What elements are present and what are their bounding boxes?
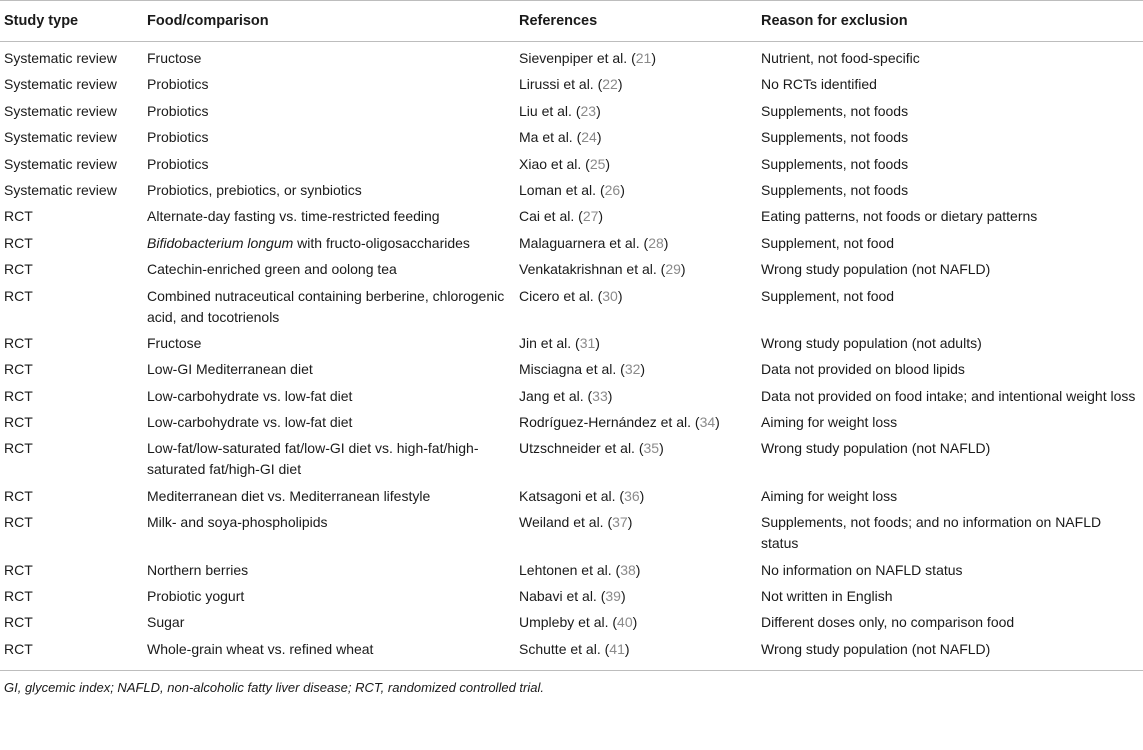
reference-author: Xiao et al.: [519, 155, 582, 172]
reference-author: Misciagna et al.: [519, 361, 617, 378]
cell-study-type: Systematic review: [4, 50, 117, 66]
cell-reason: Supplements, not foods; and no information on NAFLD status: [761, 514, 1102, 552]
reference-number-link[interactable]: 27: [582, 208, 599, 225]
cell-food-comparison: [147, 42, 515, 75]
reference-author: Venkatakrishnan et al.: [519, 261, 657, 278]
cell-reference: Utzschneider et al. (35): [519, 440, 664, 457]
cell-study-type: RCT: [4, 614, 33, 631]
header-food-comparison: Food/comparison: [147, 1, 515, 42]
reference-number-link[interactable]: 40: [617, 614, 633, 631]
header-study-type: Study type: [0, 1, 147, 42]
food-text: Combined nutraceutical containing berberine, chlorogenic acid, and tocotrienols: [147, 287, 505, 325]
reference-author: Sievenpiper et al.: [519, 50, 628, 66]
cell-reason: Supplement, not food: [761, 287, 895, 304]
table-row: [0, 42, 1143, 75]
table-row: [0, 359, 1143, 385]
reference-number-link[interactable]: 30: [602, 287, 618, 304]
cell-reference: Nabavi et al. (39): [519, 588, 626, 605]
cell-food-comparison: [147, 438, 515, 485]
header-reason: Reason for exclusion: [757, 1, 1143, 42]
food-text: Milk- and soya-phospholipids: [147, 514, 328, 531]
reference-number-link[interactable]: 33: [592, 387, 608, 404]
reference-number-link[interactable]: 25: [589, 155, 606, 172]
cell-reason: Wrong study population (not NAFLD): [757, 639, 1143, 671]
table-row: [0, 259, 1143, 285]
cell-reason: Supplements, not foods: [761, 129, 909, 146]
reference-author: Lirussi et al.: [519, 76, 594, 93]
food-text: Mediterranean diet vs. Mediterranean lifestyle: [147, 487, 431, 504]
cell-study-type: RCT: [4, 261, 33, 278]
header-row: [0, 1, 1143, 42]
cell-reason: Wrong study population (not adults): [761, 334, 982, 351]
reference-author: Jin et al.: [519, 334, 572, 351]
cell-reason: No information on NAFLD status: [761, 561, 963, 578]
reference-author: Malaguarnera et al.: [519, 234, 640, 251]
table-row: [0, 412, 1143, 438]
cell-reason: No RCTs identified: [761, 76, 877, 93]
table-body: [0, 42, 1143, 671]
cell-study-type: RCT: [4, 361, 33, 378]
cell-food-comparison: [147, 359, 515, 385]
table-row: [0, 586, 1143, 612]
cell-food-comparison: [147, 612, 515, 638]
table-row: [0, 612, 1143, 638]
reference-number-link[interactable]: 22: [602, 76, 618, 93]
cell-food-comparison: [147, 586, 515, 612]
reference-author: Schutte et al.: [519, 640, 601, 657]
cell-reference: Katsagoni et al. (36): [519, 487, 645, 504]
reference-number-link[interactable]: 28: [648, 234, 664, 251]
table-row: [0, 154, 1143, 180]
cell-study-type: RCT: [4, 514, 33, 531]
cell-food-comparison: [147, 333, 515, 359]
table-row: [0, 206, 1143, 232]
cell-study-type: RCT: [4, 414, 33, 431]
cell-reference: Loman et al. (26): [519, 181, 625, 198]
cell-reason: Wrong study population (not NAFLD): [761, 261, 991, 278]
cell-reference: Cicero et al. (30): [519, 287, 623, 304]
cell-reference: Jin et al. (31): [519, 334, 600, 351]
reference-number-link[interactable]: 24: [581, 129, 597, 146]
cell-reference: Schutte et al. (41): [515, 639, 757, 671]
cell-reference: Misciagna et al. (32): [519, 361, 646, 378]
cell-food-comparison: [147, 180, 515, 206]
cell-reason: Aiming for weight loss: [761, 487, 898, 504]
reference-author: Cicero et al.: [519, 287, 594, 304]
food-text: Low-GI Mediterranean diet: [147, 361, 313, 378]
reference-number-link[interactable]: 41: [609, 640, 625, 657]
table-row: [0, 286, 1143, 333]
cell-study-type: RCT: [4, 588, 33, 605]
food-text: Fructose: [147, 334, 202, 351]
cell-reference: Umpleby et al. (40): [519, 614, 638, 631]
reference-number-link[interactable]: 34: [699, 414, 716, 431]
cell-reference: Ma et al. (24): [519, 129, 602, 146]
cell-reason: Supplements, not foods: [761, 181, 909, 198]
cell-reference: Cai et al. (27): [519, 208, 604, 225]
food-text: Whole-grain wheat vs. refined wheat: [147, 640, 374, 657]
cell-food-comparison: [147, 639, 515, 671]
cell-study-type: Systematic review: [4, 102, 117, 119]
food-text: Sugar: [147, 614, 185, 631]
table-footnote: GI, glycemic index; NAFLD, non-alcoholic fatty liver disease; RCT, randomized controlled trial.: [4, 679, 544, 695]
food-text: Low-fat/low-saturated fat/low-GI diet vs. high-fat/high-saturated fat/high-GI diet: [147, 440, 479, 478]
reference-number-link[interactable]: 31: [579, 334, 596, 351]
food-text: Alternate-day fasting vs. time-restricted feeding: [147, 208, 440, 225]
cell-reference: Lirussi et al. (22): [519, 76, 623, 93]
table-header: [0, 1, 1143, 42]
table-row: [0, 386, 1143, 412]
food-text: Probiotics: [147, 155, 209, 172]
table-row: [0, 639, 1143, 671]
cell-reason: Data not provided on blood lipids: [761, 361, 965, 378]
reference-author: Jang et al.: [519, 387, 584, 404]
food-text: Probiotics: [147, 76, 209, 93]
cell-food-comparison: [147, 486, 515, 512]
reference-author: Umpleby et al.: [519, 614, 609, 631]
food-text: Northern berries: [147, 561, 249, 578]
cell-food-comparison: [147, 386, 515, 412]
cell-reason: Aiming for weight loss: [761, 414, 898, 431]
cell-study-type: Systematic review: [4, 181, 117, 198]
food-text: Probiotics, prebiotics, or synbiotics: [147, 181, 362, 198]
reference-author: Liu et al.: [519, 102, 572, 119]
reference-author: Cai et al.: [519, 208, 575, 225]
food-text: Catechin-enriched green and oolong tea: [147, 261, 397, 278]
cell-study-type: RCT: [4, 234, 33, 251]
reference-number-link[interactable]: 23: [580, 102, 597, 119]
food-text: Low-carbohydrate vs. low-fat diet: [147, 414, 353, 431]
reference-number-link[interactable]: 38: [620, 561, 636, 578]
reference-number-link[interactable]: 37: [612, 514, 628, 531]
cell-food-comparison: [147, 286, 515, 333]
cell-study-type: RCT: [0, 639, 147, 671]
cell-reference: Venkatakrishnan et al. (29): [519, 261, 686, 278]
reference-number-link[interactable]: 36: [624, 487, 640, 504]
table-row: [0, 438, 1143, 485]
reference-number-link[interactable]: 35: [643, 440, 660, 457]
reference-number-link[interactable]: 21: [635, 50, 652, 66]
cell-study-type: Systematic review: [4, 76, 117, 93]
food-italic-term: Bifidobacterium longum: [147, 234, 294, 251]
table-row: [0, 560, 1143, 586]
reference-author: Loman et al.: [519, 181, 597, 198]
reference-number-link[interactable]: 32: [624, 361, 641, 378]
food-text: with fructo-oligosaccharides: [293, 234, 470, 251]
table-row: [0, 233, 1143, 259]
food-text: Probiotic yogurt: [147, 588, 245, 605]
cell-reason: Supplements, not foods: [761, 155, 909, 172]
cell-reason: Nutrient, not food-specific: [761, 50, 920, 66]
reference-author: Weiland et al.: [519, 514, 604, 531]
cell-reference: Xiao et al. (25): [519, 155, 611, 172]
table-row: [0, 127, 1143, 153]
cell-reference: Rodríguez-Hernández et al. (34): [519, 414, 720, 431]
reference-author: Rodríguez-Hernández et al.: [519, 414, 691, 431]
cell-reference: Liu et al. (23): [519, 102, 601, 119]
cell-food-comparison: [147, 206, 515, 232]
cell-study-type: Systematic review: [4, 129, 117, 146]
cell-food-comparison: [147, 233, 515, 259]
cell-food-comparison: [147, 101, 515, 127]
reference-number-link[interactable]: 26: [604, 181, 621, 198]
reference-author: Katsagoni et al.: [519, 487, 616, 504]
cell-reference: Sievenpiper et al. (21): [519, 50, 656, 66]
cell-reference: Malaguarnera et al. (28): [519, 234, 669, 251]
cell-study-type: RCT: [4, 287, 33, 304]
food-text: Low-carbohydrate vs. low-fat diet: [147, 387, 353, 404]
cell-reason: Supplement, not food: [761, 234, 895, 251]
table-row: [0, 180, 1143, 206]
cell-reason: Data not provided on food intake; and intentional weight loss: [761, 387, 1136, 404]
table-row: [0, 512, 1143, 559]
table-row: [0, 486, 1143, 512]
cell-study-type: RCT: [4, 440, 33, 457]
cell-food-comparison: [147, 560, 515, 586]
cell-reason: Eating patterns, not foods or dietary patterns: [761, 208, 1038, 225]
cell-study-type: Systematic review: [4, 155, 117, 172]
reference-number-link[interactable]: 29: [665, 261, 681, 278]
food-text: Probiotics: [147, 129, 209, 146]
cell-food-comparison: [147, 74, 515, 100]
cell-food-comparison: [147, 412, 515, 438]
food-text: Probiotics: [147, 102, 209, 119]
cell-food-comparison: [147, 127, 515, 153]
reference-author: Ma et al.: [519, 129, 573, 146]
table-row: [0, 101, 1143, 127]
food-text: Fructose: [147, 50, 202, 66]
reference-number-link[interactable]: 39: [605, 588, 621, 605]
cell-food-comparison: [147, 512, 515, 559]
cell-study-type: RCT: [4, 387, 33, 404]
reference-author: Nabavi et al.: [519, 588, 597, 605]
cell-reference: Jang et al. (33): [519, 387, 613, 404]
cell-reason: Supplements, not foods: [761, 102, 909, 119]
cell-reason: Wrong study population (not NAFLD): [761, 440, 991, 457]
cell-reference: Lehtonen et al. (38): [519, 561, 641, 578]
cell-reason: Not written in English: [761, 588, 893, 605]
cell-reason: Different doses only, no comparison food: [761, 614, 1015, 631]
cell-study-type: RCT: [4, 487, 33, 504]
header-references: References: [515, 1, 757, 42]
cell-study-type: RCT: [4, 561, 33, 578]
reference-author: Lehtonen et al.: [519, 561, 612, 578]
cell-reference: Weiland et al. (37): [519, 514, 633, 531]
reference-author: Utzschneider et al.: [519, 440, 635, 457]
cell-study-type: RCT: [4, 208, 33, 225]
cell-food-comparison: [147, 154, 515, 180]
table-row: [0, 333, 1143, 359]
cell-food-comparison: [147, 259, 515, 285]
cell-study-type: RCT: [4, 334, 33, 351]
table-row: [0, 74, 1143, 100]
